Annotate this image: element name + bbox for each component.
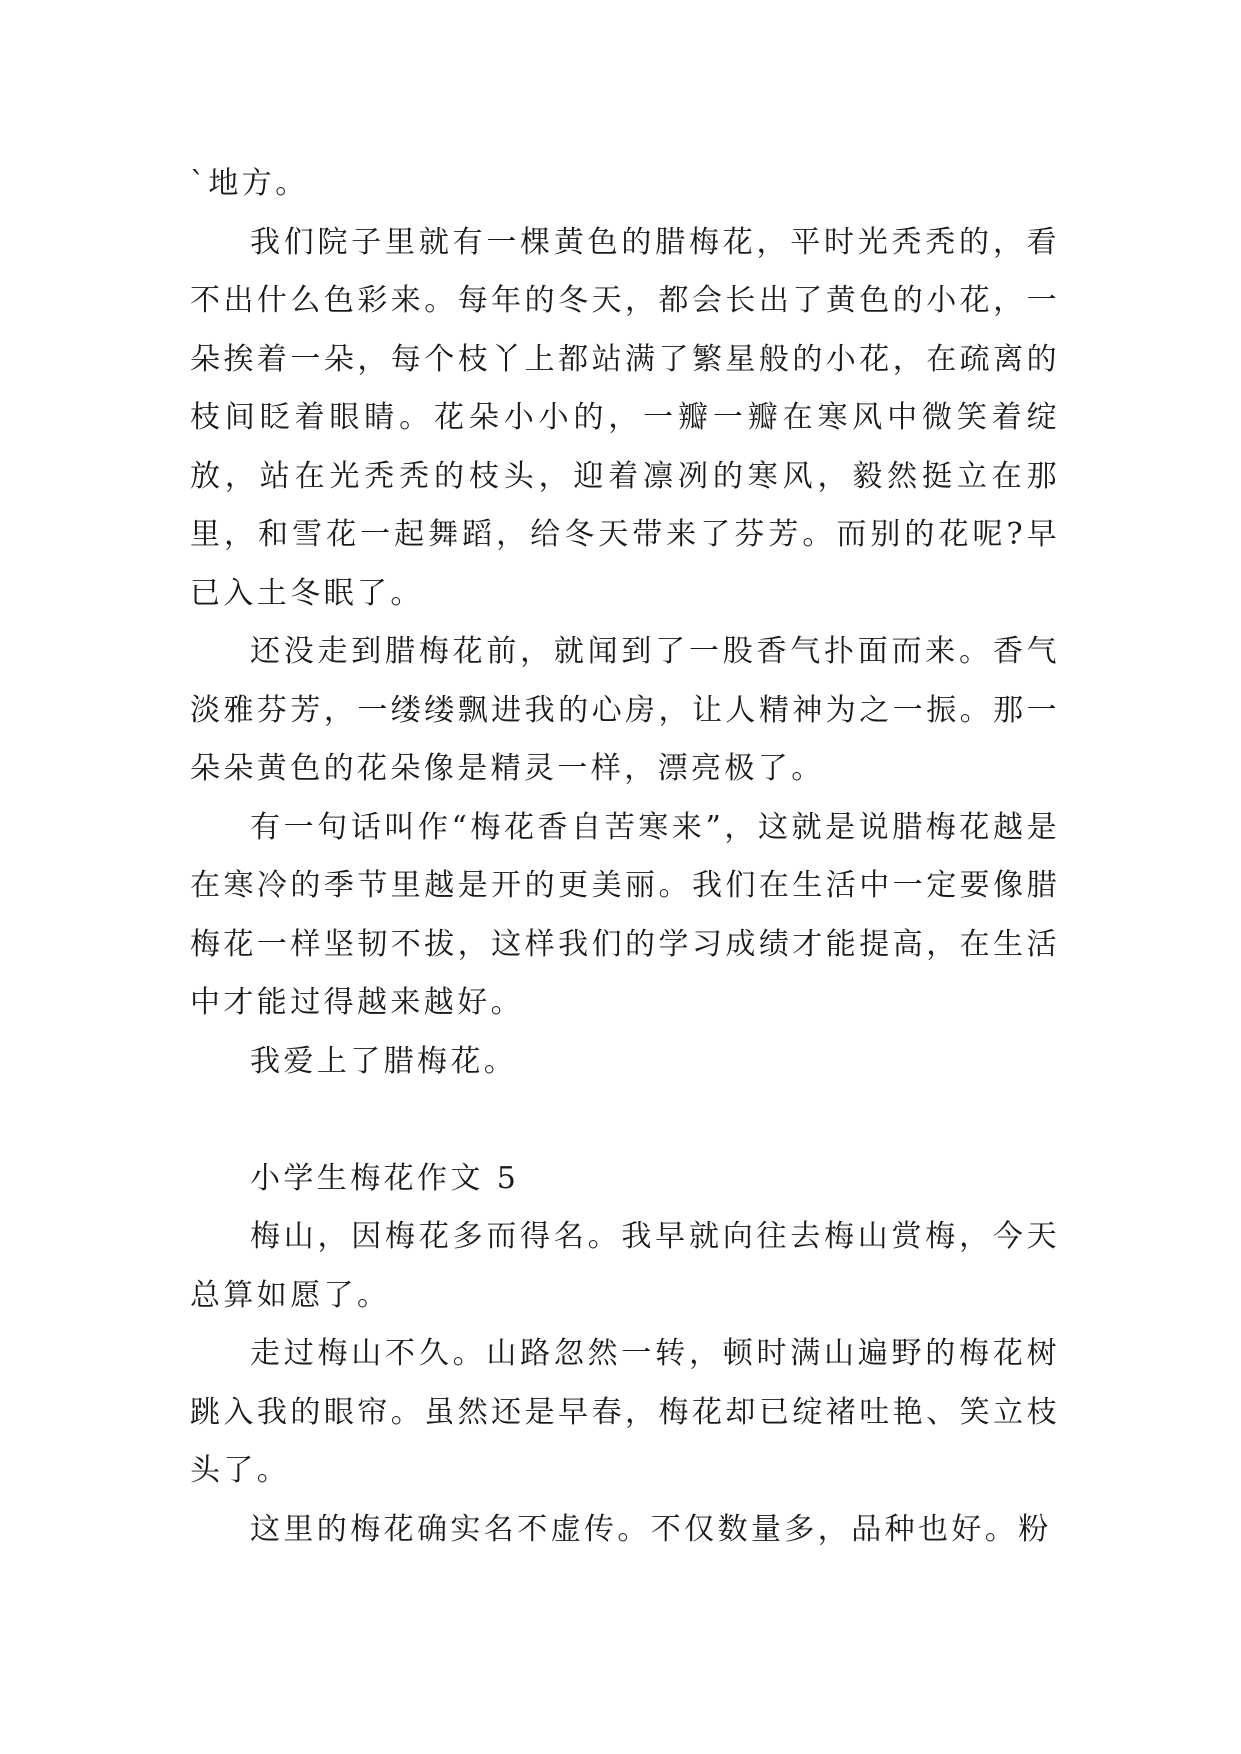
paragraph: 这里的梅花确实名不虚传。不仅数量多，品种也好。粉 bbox=[250, 1511, 1052, 1547]
paragraph: 走过梅山不久。山路忽然一转，顿时满山遍野的梅花树跳入我的眼帘。虽然还是早春，梅花却已绽褚吐艳、笑立枝头了。 bbox=[190, 1336, 1060, 1488]
section-spacer bbox=[190, 1091, 1060, 1150]
paragraph: 还没走到腊梅花前，就闻到了一股香气扑面而来。香气淡雅芬芳，一缕缕飘进我的心房，让人精神为之一振。那一朵朵黄色的花朵像是精灵一样，漂亮极了。 bbox=[190, 634, 1060, 786]
paragraph-fragment: `地方。 bbox=[190, 166, 309, 201]
document-body bbox=[190, 155, 1060, 1559]
paragraph: 我们院子里就有一棵黄色的腊梅花，平时光秃秃的，看不出什么色彩来。每年的冬天，都会长出了黄色的小花，一朵挨着一朵，每个枝丫上都站满了繁星般的小花，在疏离的枝间眨着眼睛。花朵小小的，一瓣一瓣在寒风中微笑着绽放，站在光秃秃的枝头，迎着凛冽的寒风，毅然挺立在那里，和雪花一起舞蹈，给冬天带来了芬芳。而别的花呢?早已入土冬眠了。 bbox=[190, 224, 1060, 611]
paragraph: 我爱上了腊梅花。 bbox=[250, 1043, 518, 1079]
paragraph: 梅山，因梅花多而得名。我早就向往去梅山赏梅，今天总算如愿了。 bbox=[190, 1219, 1060, 1313]
section-title: 小学生梅花作文 5 bbox=[250, 1160, 520, 1196]
paragraph: 有一句话叫作“梅花香自苦寒来”，这就是说腊梅花越是在寒冷的季节里越是开的更美丽。我们在生活中一定要像腊梅花一样坚韧不拔，这样我们的学习成绩才能提高，在生活中才能过得越来越好。 bbox=[190, 809, 1060, 1020]
